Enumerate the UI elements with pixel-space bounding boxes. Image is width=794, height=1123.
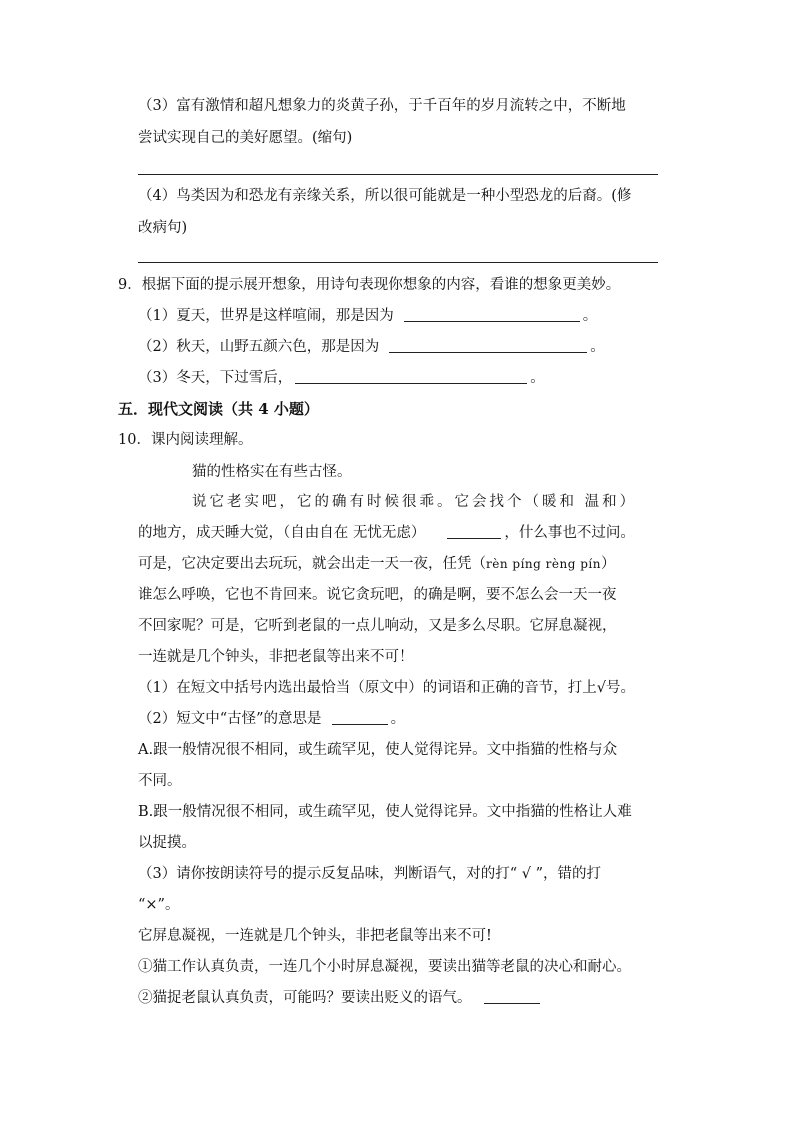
- q10-passage-p2-line3b: ）: [600, 556, 616, 572]
- q10-option-b-line2: 以捉摸。: [138, 835, 196, 851]
- q8-item4-line1: （4）鸟类因为和恐龙有亲缘关系，所以很可能就是一种小型恐龙的后裔。(修: [138, 188, 632, 204]
- q10-passage-p2-line3a: 可是，它决定要出去玩玩，就会出走一天一夜，任凭（: [138, 556, 486, 572]
- q8-item3-line2: 尝试实现自己的美好愿望。(缩句): [138, 130, 353, 146]
- q9-item1-end: 。: [582, 308, 598, 324]
- q10-sub2-blank[interactable]: [332, 710, 388, 725]
- q10-passage-p2-line2: [138, 523, 635, 543]
- q10-option-a-line2: 不同。: [138, 773, 182, 789]
- q10-passage-p2-line3: [138, 554, 615, 574]
- q10-passage-p2-line5: 不回家呢？可是，它听到老鼠的一点儿响动，又是多么尽职。它屏息凝视，: [138, 618, 617, 634]
- q9-item2-text: （2）秋天，山野五颜六色，那是因为: [138, 339, 380, 355]
- q10-stem: 10．课内阅读理解。: [118, 432, 253, 448]
- q10-passage-p2-line4: 谁怎么呼唤，它也不肯回来。说它贪玩吧，的确是啊，要不怎么会一天一夜: [138, 587, 617, 603]
- q10-pinyin-options: rèn píng rèng pín: [486, 557, 601, 571]
- q9-item1-text: （1）夏天，世界是这样喧闹，那是因为: [138, 308, 394, 324]
- q10-idiom-blank[interactable]: [447, 524, 501, 539]
- q10-judge2: [138, 988, 543, 1008]
- q10-passage-p2-line2b: ，什么事也不过问。: [504, 525, 635, 541]
- q9-item3-text: （3）冬天，下过雪后，: [138, 370, 293, 386]
- q10-sub2-text: （2）短文中“古怪”的意思是: [138, 711, 322, 727]
- q10-sub1: （1）在短文中括号内选出最恰当（原文中）的词语和正确的音节，打上√号。: [138, 680, 635, 696]
- q9-item2-end: 。: [590, 339, 605, 355]
- q10-option-b-line1: B.跟一般情况很不相同，或生疏罕见，使人觉得诧异。文中指猫的性格让人难: [138, 804, 632, 820]
- q10-quote: 它屏息凝视，一连就是几个钟头，非把老鼠等出来不可!: [138, 928, 492, 944]
- q9-item2-blank[interactable]: [389, 338, 587, 353]
- q10-judge1: ①猫工作认真负责，一连几个小时屏息凝视，要读出猫等老鼠的决心和耐心。: [138, 959, 631, 975]
- q10-judge2-text: ②猫捉老鼠认真负责，可能吗？要读出贬义的语气。: [138, 990, 472, 1006]
- q8-item4-answer-line[interactable]: [138, 262, 658, 263]
- q10-passage-p2-line2a: 的地方，成天睡大觉，（自由自在 无忧无虑）: [138, 525, 426, 541]
- q10-passage-p1: 猫的性格实在有些古怪。: [192, 464, 352, 480]
- q9-item3-blank[interactable]: [295, 369, 527, 384]
- q10-judge2-blank[interactable]: [484, 989, 540, 1004]
- q8-item3-line1: （3）富有激情和超凡想象力的炎黄子孙，于千百年的岁月流转之中，不断地: [138, 98, 626, 114]
- q10-option-a-line1: A.跟一般情况很不相同，或生疏罕见，使人觉得诧异。文中指猫的性格与众: [138, 742, 618, 758]
- q8-item4-line2: 改病句): [138, 220, 188, 236]
- q9-stem: 9．根据下面的提示展开想象，用诗句表现你想象的内容，看谁的想象更美妙。: [118, 277, 621, 293]
- q8-item3-answer-line[interactable]: [138, 174, 658, 175]
- q10-sub2-end: 。: [390, 711, 406, 727]
- q9-item3-end: 。: [530, 370, 545, 386]
- q10-sub2: [138, 709, 405, 729]
- q10-sub3-line1: （3）请你按朗读符号的提示反复品味，判断语气，对的打“ √ ”，错的打: [138, 866, 602, 882]
- q10-sub3-line2: “×”。: [138, 897, 180, 913]
- section5-heading: 五．现代文阅读（共 4 小题）: [118, 400, 319, 418]
- q10-passage-p2-line1: 说它老实吧，它的确有时候很乖。它会找个（暖和 温和）: [192, 494, 638, 510]
- q9-item3: [138, 368, 545, 388]
- q9-item1: [138, 306, 597, 326]
- q10-passage-p2-line6: 一连就是几个钟头，非把老鼠等出来不可！: [138, 649, 414, 665]
- q9-item1-blank[interactable]: [404, 307, 580, 322]
- q9-item2: [138, 337, 605, 357]
